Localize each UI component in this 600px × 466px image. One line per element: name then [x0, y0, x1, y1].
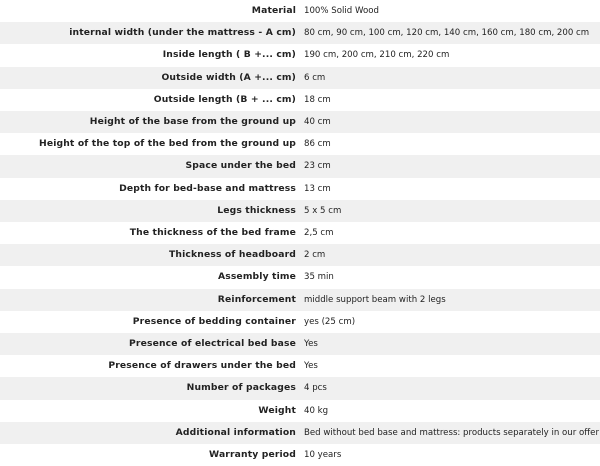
- spec-label: Material: [251, 5, 296, 16]
- spec-label: Thickness of headboard: [169, 249, 296, 261]
- spec-row-frame-thickness: [0, 222, 600, 244]
- spec-row-warranty: [0, 444, 600, 466]
- spec-value: 2,5 cm: [304, 228, 334, 239]
- spec-row-bedding-container: [0, 311, 600, 333]
- spec-value: 2 cm: [304, 250, 326, 261]
- spec-label: Presence of bedding container: [132, 315, 296, 327]
- spec-value: 190 cm, 200 cm, 210 cm, 220 cm: [304, 50, 450, 61]
- spec-row-depth: [0, 178, 600, 200]
- spec-row-headboard-thickness: [0, 244, 600, 266]
- spec-label: The thickness of the bed frame: [129, 227, 296, 239]
- spec-label: Height of the top of the bed from the ground up: [39, 138, 296, 150]
- spec-label: Presence of electrical bed base: [129, 338, 296, 350]
- spec-label: Warranty period: [208, 449, 296, 461]
- spec-label: Assembly time: [217, 271, 296, 283]
- spec-label: Inside length ( B +... cm): [162, 49, 296, 61]
- spec-value: 6 cm: [304, 72, 326, 83]
- spec-label: Additional information: [175, 426, 296, 438]
- spec-value: 35 min: [304, 272, 334, 283]
- spec-label: Weight: [258, 404, 296, 416]
- spec-label: Space under the bed: [185, 160, 296, 172]
- spec-row-additional-info: [0, 422, 600, 444]
- spec-value: 5 x 5 cm: [304, 205, 342, 216]
- spec-row-reinforcement: [0, 289, 600, 311]
- spec-row-internal-width: [0, 22, 600, 44]
- spec-value: 86 cm: [304, 139, 331, 150]
- spec-value: 100% Solid Wood: [304, 6, 379, 16]
- spec-row-outside-width: [0, 67, 600, 89]
- spec-value: 10 years: [304, 450, 342, 461]
- spec-label: Outside length (B + ... cm): [153, 93, 296, 105]
- spec-value: yes (25 cm): [304, 316, 356, 327]
- spec-value: 80 cm, 90 cm, 100 cm, 120 cm, 140 cm, 160 cm, 180 cm, 200 cm: [304, 28, 590, 39]
- spec-value: 40 kg: [304, 405, 329, 416]
- spec-value: 40 cm: [304, 117, 331, 128]
- spec-value: 18 cm: [304, 94, 331, 105]
- spec-label: Number of packages: [186, 382, 296, 394]
- spec-value: middle support beam with 2 legs: [304, 294, 446, 305]
- spec-value: Yes: [304, 361, 318, 372]
- spec-row-electrical-base: [0, 333, 600, 355]
- spec-value: Bed without bed base and mattress: products separately in our offer: [304, 427, 599, 438]
- spec-row-drawers: [0, 355, 600, 377]
- spec-row-inside-length: [0, 44, 600, 66]
- spec-row-legs-thickness: [0, 200, 600, 222]
- spec-label: Reinforcement: [217, 293, 296, 305]
- spec-value: Yes: [304, 339, 318, 350]
- spec-value: 4 pcs: [304, 383, 327, 394]
- spec-label: Legs thickness: [217, 204, 296, 216]
- spec-label: Outside width (A +... cm): [161, 71, 296, 83]
- spec-value: 13 cm: [304, 183, 331, 194]
- spec-row-space-under-bed: [0, 155, 600, 177]
- spec-value: 23 cm: [304, 161, 331, 172]
- spec-row-material: [0, 0, 600, 22]
- spec-row-top-height: [0, 133, 600, 155]
- spec-label: Height of the base from the ground up: [89, 116, 296, 128]
- spec-row-weight: [0, 400, 600, 422]
- spec-row-packages: [0, 377, 600, 399]
- spec-label: Presence of drawers under the bed: [108, 360, 296, 372]
- spec-label: Depth for bed-base and mattress: [119, 182, 296, 194]
- spec-label: internal width (under the mattress - A cm): [69, 27, 296, 39]
- spec-row-outside-length: [0, 89, 600, 111]
- spec-row-base-height: [0, 111, 600, 133]
- spec-row-assembly-time: [0, 266, 600, 288]
